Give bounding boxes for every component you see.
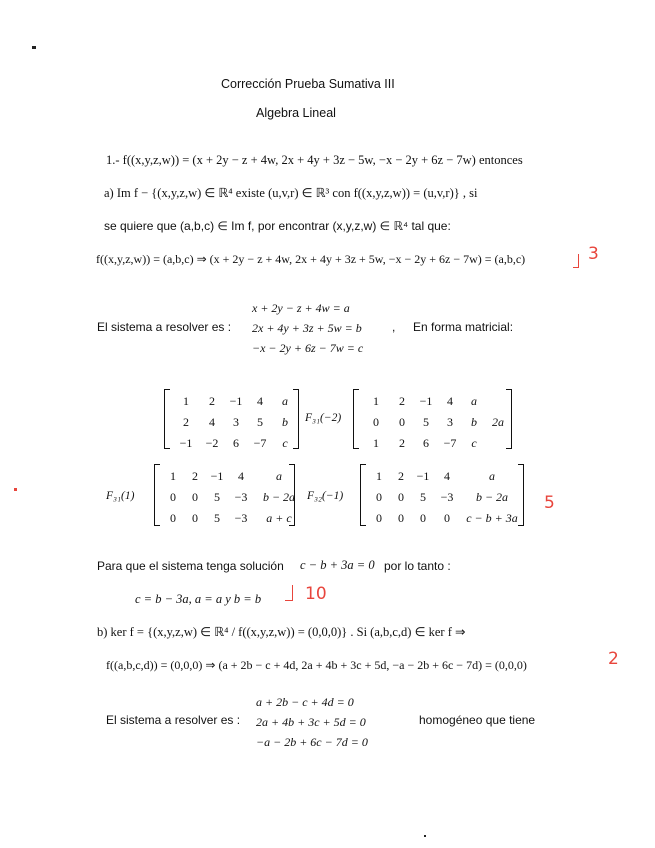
system-row: −x − 2y + 6z − 7w = c (252, 341, 364, 355)
solution-condition-suffix: por lo tanto : (384, 559, 451, 573)
part-b-system-equations (256, 692, 368, 752)
system-label: El sistema a resolver es : (97, 320, 232, 334)
augmented-matrix-2: 1 2 −1 4 a 0 0 5 3 b 2a 1 2 6 −7 c (373, 394, 504, 450)
stray-mark (424, 835, 426, 837)
system-row: 2x + 4y + 3z + 5w = b (252, 321, 362, 335)
system-row: a + 2b − c + 4d = 0 (256, 695, 354, 709)
augmented-matrix-1: 1 2 −1 4 a 2 4 3 5 b −1 −2 6 −7 c (179, 394, 288, 450)
system-suffix: , (392, 320, 396, 334)
part-b-equation: f((a,b,c,d)) = (0,0,0) ⇒ (a + 2b − c + 4d, 2a + 4b + 3c + 5d, −a − 2b + 6c − 7d) = (0,0,0) (106, 658, 527, 672)
grade-mark-4: 2 (608, 649, 619, 669)
solution-condition-label: Para que el sistema tenga solución (97, 559, 284, 573)
matrix-form-label: En forma matricial: (413, 320, 514, 334)
matrix-bracket-right (289, 464, 295, 526)
grade-bracket (573, 254, 579, 268)
solution-condition-equation: c − b + 3a = 0 (300, 558, 375, 572)
matrix-bracket-left (154, 464, 160, 526)
part-a-equation: f((x,y,z,w)) = (a,b,c) ⇒ (x + 2y − z + 4w, 2x + 4y + 3z + 5w, −x − 2y + 6z − 7w) = (a,b,c) (96, 252, 526, 266)
matrix-bracket-right (506, 389, 512, 449)
part-a-definition: a) Im f − {(x,y,z,w) ∈ ℝ⁴ existe (u,v,r) ∈ ℝ³ con f((x,y,z,w)) = (u,v,r)} , si (104, 186, 478, 200)
matrix-bracket-left (164, 389, 170, 449)
grade-mark-3: 10 (305, 584, 327, 604)
part-a-condition: se quiere que (a,b,c) ∈ Im f, por encontrar (x,y,z,w) ∈ ℝ⁴ tal que: (104, 219, 451, 233)
row-operation-2: F₃₁(1) (106, 490, 135, 502)
matrix-bracket-right (518, 464, 524, 526)
matrix-bracket-right (293, 389, 299, 449)
system-row: 2a + 4b + 3c + 5d = 0 (256, 715, 366, 729)
grade-mark-2: 5 (544, 493, 555, 513)
document-title: Corrección Prueba Sumativa III (221, 77, 395, 91)
grade-bracket (285, 585, 293, 601)
stray-red-mark (14, 488, 17, 491)
augmented-matrix-3: 1 2 −1 4 a 0 0 5 −3 b − 2a 0 0 5 −3 a + c (170, 469, 296, 525)
document-subject: Algebra Lineal (256, 106, 336, 120)
row-operation-1: F₃₁(−2) (305, 412, 342, 424)
system-row: −a − 2b + 6c − 7d = 0 (256, 735, 368, 749)
matrix-bracket-left (360, 464, 366, 526)
grade-mark-1: 3 (588, 244, 599, 264)
system-row: x + 2y − z + 4w = a (252, 301, 350, 315)
system-equations (252, 298, 363, 358)
problem1-statement: 1.- f((x,y,z,w)) = (x + 2y − z + 4w, 2x + 4y + 3z − 5w, −x − 2y + 6z − 7w) entonces (106, 153, 523, 167)
part-b-kernel-definition: b) ker f = {(x,y,z,w) ∈ ℝ⁴ / f((x,y,z,w)) = (0,0,0)} . Si (a,b,c,d) ∈ ker f ⇒ (97, 625, 466, 639)
row-operation-3: F₃₂(−1) (307, 490, 344, 502)
part-b-system-label: El sistema a resolver es : (106, 713, 241, 727)
homogeneous-label: homogéneo que tiene (419, 713, 536, 727)
matrix-bracket-left (353, 389, 359, 449)
part-a-result: c = b − 3a, a = a y b = b (135, 592, 262, 606)
stray-mark (32, 46, 36, 49)
augmented-matrix-4: 1 2 −1 4 a 0 0 5 −3 b − 2a 0 0 0 0 c − b + 3a (376, 469, 518, 525)
